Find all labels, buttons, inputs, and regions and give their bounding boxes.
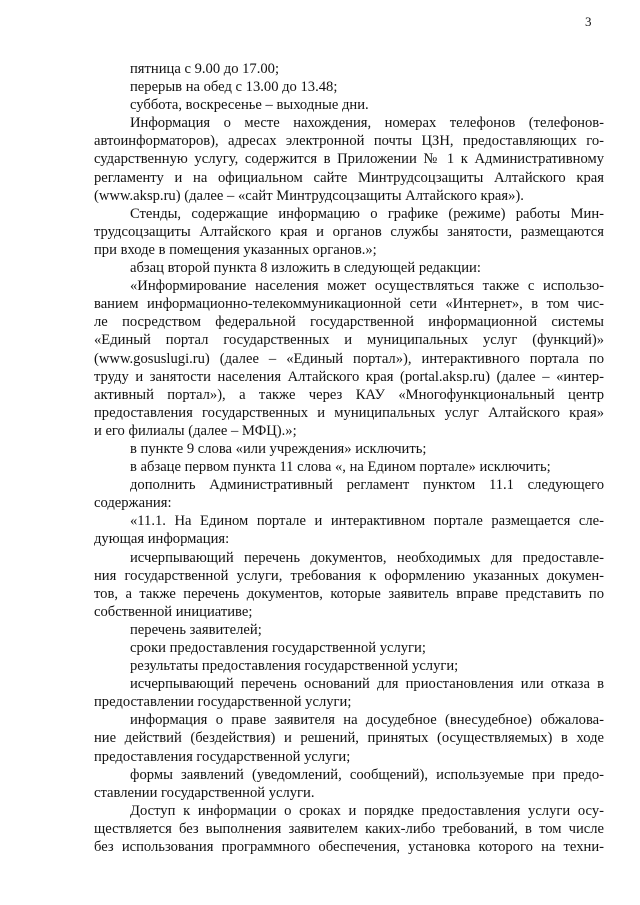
text-line: Доступ к информации о сроках и порядке предоставления услуги осу- [130, 802, 604, 819]
text-line: активный портал»), а также через КАУ «Многофункциональный центр [94, 386, 604, 403]
text-line: результаты предоставления государственной услуги; [130, 658, 459, 675]
text-line: Информация о месте нахождения, номерах телефонов (телефонов- [130, 115, 604, 132]
text-line: (www.gosuslugi.ru) (далее – «Единый портал»), интерактивного портала по [94, 350, 604, 367]
text-line: ставлении государственной услуги. [94, 784, 315, 801]
document-body [94, 60, 604, 856]
text-line: сударственную услугу, содержится в Приложении № 1 к Административному [94, 151, 604, 168]
text-line: в пункте 9 слова «или учреждения» исключить; [130, 440, 427, 457]
text-line: трудсоцзащиты Алтайского края и органов службы занятости, размещаются [94, 223, 604, 240]
text-line: труду и занятости населения Алтайского края (portal.aksp.ru) (далее – «интер- [94, 368, 604, 385]
text-line: ванием информационно-телекоммуникационной сети «Интернет», в том чис- [94, 296, 604, 313]
text-line: суббота, воскресенье – выходные дни. [130, 97, 369, 114]
text-line: автоинформаторов), адресах электронной почты ЦЗН, предоставляющих го- [94, 133, 604, 150]
text-line: ния государственной услуги, требования к оформлению указанных докумен- [94, 567, 604, 584]
text-line: формы заявлений (уведомлений, сообщений), используемые при предо- [130, 766, 604, 783]
text-line: регламенту и на официальном сайте Минтрудсоцзащиты Алтайского края [94, 169, 604, 186]
text-line: предоставления государственных и муниципальных услуг Алтайского края» [94, 404, 604, 421]
text-line: «11.1. На Едином портале и интерактивном портале размещается сле- [130, 513, 604, 530]
text-line: предоставления государственной услуги; [94, 748, 351, 765]
text-line: и его филиалы (далее – МФЦ).»; [94, 422, 297, 439]
text-line: предоставлении государственной услуги; [94, 694, 352, 711]
text-line: при входе в помещения указанных органов.»; [94, 241, 377, 258]
text-line: пятница с 9.00 до 17.00; [130, 61, 280, 77]
text-line: дующая информация: [94, 531, 230, 548]
text-line: в абзаце первом пункта 11 слова «, на Едином портале» исключить; [130, 459, 551, 476]
text-line: содержания: [94, 495, 172, 512]
text-line: ле посредством федеральной государственной информационной системы [94, 314, 604, 331]
text-line: исчерпывающий перечень оснований для приостановления или отказа в [130, 676, 604, 693]
text-line: ществляется без выполнения заявителем каких-либо требований, в том числе [94, 820, 604, 837]
text-line: тов, а также перечень документов, которые заявитель вправе представить по [94, 585, 604, 602]
text-line: абзац второй пункта 8 изложить в следующей редакции: [130, 260, 481, 277]
page-number: 3 [585, 14, 592, 29]
text-line: перерыв на обед с 13.00 до 13.48; [130, 79, 338, 96]
text-line: сроки предоставления государственной услуги; [130, 640, 426, 656]
text-line: исчерпывающий перечень документов, необходимых для предоставле- [130, 549, 604, 566]
text-line: дополнить Административный регламент пунктом 11.1 следующего [130, 477, 604, 494]
text-line: «Единый портал государственных и муниципальных услуг (функций)» [94, 332, 604, 349]
text-line: собственной инициативе; [94, 603, 253, 620]
text-line: без использования программного обеспечения, установка которого на техни- [94, 839, 604, 856]
text-line: (www.aksp.ru) (далее – «сайт Минтрудсоцзащиты Алтайского края»). [94, 187, 524, 204]
text-line: «Информирование населения может осуществляться также с использо- [130, 278, 604, 295]
text-line: информация о праве заявителя на досудебное (внесудебное) обжалова- [130, 712, 604, 729]
text-line: Стенды, содержащие информацию о графике (режиме) работы Мин- [130, 205, 604, 222]
text-line: перечень заявителей; [130, 621, 262, 638]
text-line: ние действий (бездействия) и решений, принятых (осуществляемых) в ходе [94, 730, 604, 747]
